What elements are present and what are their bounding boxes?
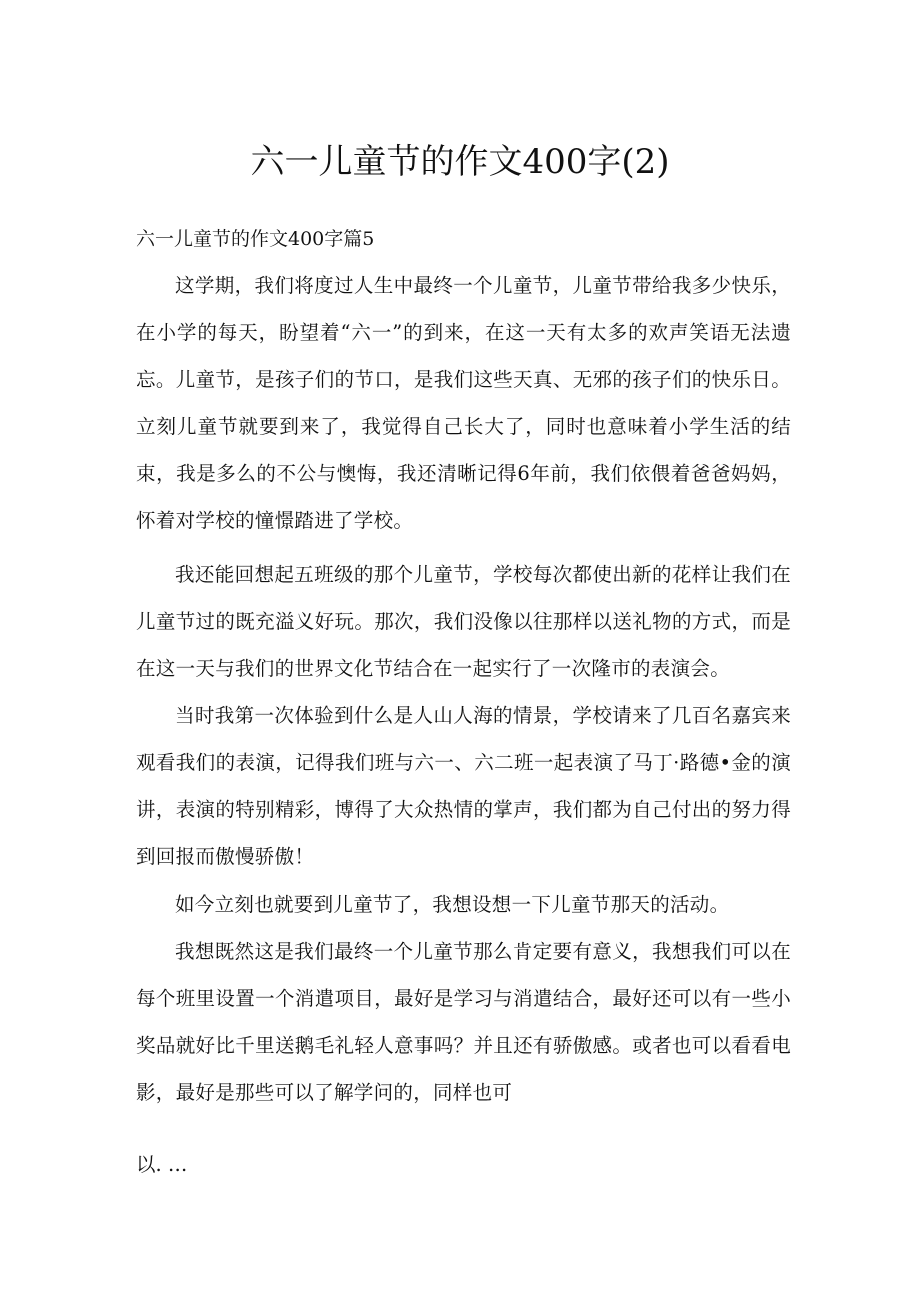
paragraph-2: 我还能回想起五班级的那个儿童节，学校每次都使出新的花样让我们在儿童节过的既充溢义好玩。那次，我们没像以往那样以送礼物的方式，而是在这一天与我们的世界文化节结合在一起实行了一次隆市的表演会。 <box>136 563 791 680</box>
paragraph-3: 当时我第一次体验到什么是人山人海的情景，学校请来了几百名嘉宾来观看我们的表演，记得我们班与六一、六二班一起表演了马丁·路德•金的演讲，表演的特别精彩，博得了大众热情的掌声，我们都为自己付出的努力得到回报而傲慢骄傲！ <box>136 704 791 868</box>
paragraph-4: 如今立刻也就要到儿童节了，我想设想一下儿童节那天的活动。 <box>175 893 730 916</box>
paragraph-5: 我想既然这是我们最终一个儿童节那么肯定要有意义，我想我们可以在每个班里设置一个消遣项目，最好是学习与消遣结合，最好还可以有一些小奖品就好比千里送鹅毛礼轻人意事吗？并且还有骄傲感。或者也可以看看电影，最好是那些可以了解学问的，同样也可 <box>136 940 791 1104</box>
trailing-text: 以. … <box>136 1153 188 1176</box>
paragraph-1: 这学期，我们将度过人生中最终一个儿童节，儿童节带给我多少快乐，在小学的每天，盼望着“六一”的到来，在这一天有太多的欢声笑语无法遗忘。儿童节，是孩子们的节口，是我们这些天真、无邪的孩子们的快乐日。立刻儿童节就要到来了，我觉得自己长大了，同时也意味着小学生活的结束，我是多么的不公与懊悔，我还清晰记得6年前，我们依偎着爸爸妈妈，怀着对学校的憧憬踏进了学校。 <box>136 274 791 532</box>
document-title: 六一儿童节的作文400字(2) <box>250 142 670 182</box>
section-heading: 六一儿童节的作文400字篇5 <box>136 228 375 250</box>
